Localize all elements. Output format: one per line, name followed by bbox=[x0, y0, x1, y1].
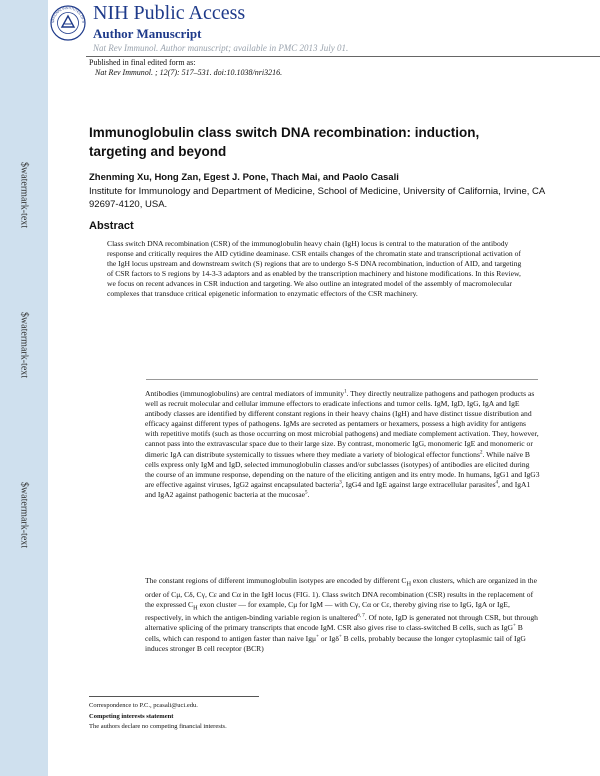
watermark: $watermark-text bbox=[18, 161, 30, 229]
author-manuscript-label: Author Manuscript bbox=[93, 26, 202, 41]
competing-interests-heading: Competing interests statement bbox=[89, 713, 174, 720]
competing-interests-text: The authors declare no competing financial interests. bbox=[89, 723, 227, 730]
article-title: Immunoglobulin class switch DNA recombination: induction, targeting and beyond bbox=[89, 125, 480, 159]
reference-3[interactable]: 3 bbox=[339, 480, 342, 486]
body-paragraph-1: Antibodies (immunoglobulins) are central mediators of immunity$^1$. They directly neutralize pathogens and pathogen products as well as recruit molecular and cellular immune effectors to eradicate infections and tumor cells. IgM, IgD, IgG, IgA and IgE antibody classes are identified by different constant regions in their heavy chains (IgH) and have distinct tissue distribution and efficacy against different types of pathogens. IgMs are secreted as pentamers or hexamers, possess a high avidity for antigens with repetitive motifs (such as those occurring on most microbial pathogens) and mediate complement activation. They, however, cannot pass into the extravascular space due to their large size. By contrast, monomeric IgG, monomeric IgE and monomeric or dimeric IgA can distribute systemically to tissues where they mediate a variety of biological effector functions$^2$. While naïve B cells express only IgM and IgD, selected immunoglobulin classes and/or subclasses (isotypes) of antibodies are elicited during the course of an immune response, depending on the nature of the eliciting antigen and its entry mode. In humans, IgG1 and IgG3 are effective against viruses, IgG2 against encapsulated bacteria$^3$, IgG4 and IgE against large extracellular parasites$^4$, and IgA1 and IgA2 against pathogenic bacteria at the mucosae$^5$. bbox=[145, 389, 540, 499]
journal-availability-line: Nat Rev Immunol. Author manuscript; available in PMC 2013 July 01. bbox=[93, 43, 349, 53]
abstract-heading: Abstract bbox=[89, 220, 134, 232]
body-paragraph-2: The constant regions of different immunoglobulin isotypes are encoded by different $C_H$ exon clusters, which are organized in the order of Cμ, Cδ, Cγ, Cε and Cα in the IgH locus (FIG. 1). Class switch DNA recombination (CSR) results in the replacement of the expressed $C_H$ exon cluster — for example, Cμ for IgM — with Cγ, Cα or Cε, thereby giving rise to IgG, IgA or IgE, respectively, in which the antigen-binding variable region is unaltered$^{6, 7}$. Of note, IgD is generated not through CSR, but through alternative splicing of the primary transcripts that encode IgM. CSR also gives rise to class-switched B cells, such as IgG+ B cells, which can respond to antigen faster than naive Igμ+ or Igδ+ B cells, probably because the longer cytoplasmic tail of IgG induces stronger B cell receptor (BCR) bbox=[145, 576, 538, 653]
reference-2[interactable]: 2 bbox=[479, 450, 483, 456]
header-divider bbox=[86, 56, 600, 57]
body-divider bbox=[146, 379, 538, 380]
watermark: $watermark-text bbox=[18, 481, 30, 549]
reference-4[interactable]: 4 bbox=[495, 480, 499, 486]
footnote-divider bbox=[89, 696, 259, 697]
correspondence-note: Correspondence to P.C., pcasali@uci.edu. bbox=[89, 702, 198, 709]
reference-5[interactable]: 5 bbox=[305, 490, 308, 496]
logo-text: NATIONAL INSTITUTES OF H bbox=[50, 5, 86, 24]
published-in-label: Published in final edited form as: bbox=[89, 58, 196, 67]
abstract-text: Class switch DNA recombination (CSR) of the immunoglobulin heavy chain (IgH) locus is central to the maturation of the antibody response and critically requires the AID cytidine deaminase. CSR entails changes of the chromatin state and transcriptional activation of the IgH locus upstream and downstream switch (S) regions that are to undergo S-S DNA recombination, induction of AID, and targeting of CSR factors to S regions by 14-3-3 adaptors and as enabled by the transcription machinery and histone modifications. In this Review, we focus on recent advances in CSR induction and targeting. We also outline an integrated model of the assembly of macromolecular complexes that transduce critical epigenetic information to enzymatic effectors of the CSR machinery. bbox=[107, 239, 522, 299]
nih-seal-icon bbox=[50, 5, 86, 41]
left-sidebar bbox=[0, 0, 48, 776]
watermark: $watermark-text bbox=[18, 311, 30, 379]
reference-6-7[interactable]: 6, 7 bbox=[357, 613, 365, 619]
affiliation: Institute for Immunology and Department of Medicine, School of Medicine, University of California, Irvine, CA 92697-4120, USA. bbox=[89, 186, 545, 210]
author-list: Zhenming Xu, Hong Zan, Egest J. Pone, Thach Mai, and Paolo Casali bbox=[89, 172, 399, 183]
citation-line: Nat Rev Immunol. ; 12(7): 517–531. doi:10.1038/nri3216. bbox=[95, 68, 283, 77]
reference-1[interactable]: 1 bbox=[344, 389, 347, 395]
nih-public-access-title: NIH Public Access bbox=[93, 2, 246, 24]
